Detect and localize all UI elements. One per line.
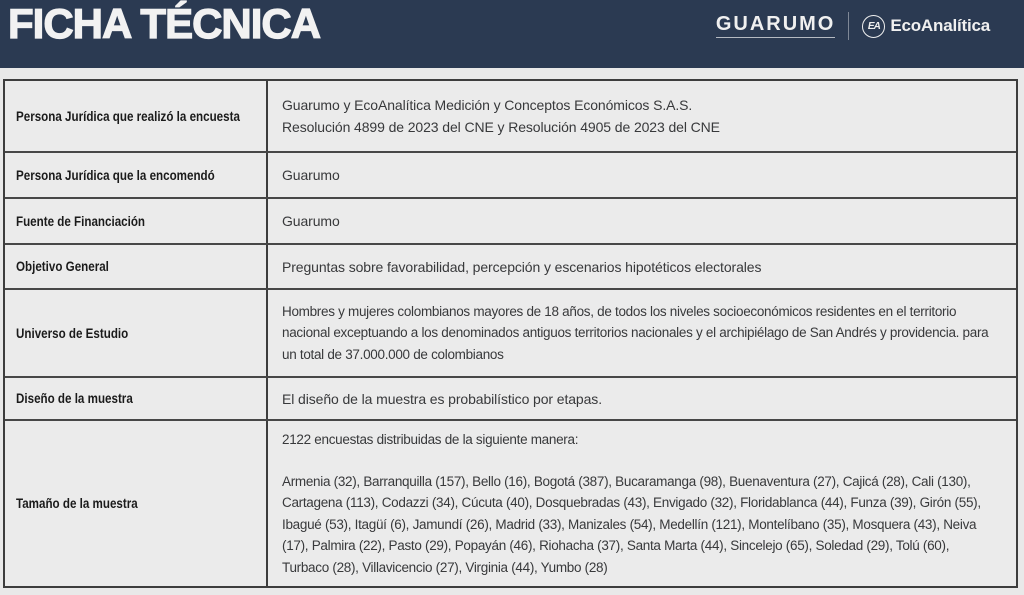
row-value <box>268 378 1016 419</box>
row-label <box>5 421 268 586</box>
table-row-realizo <box>5 81 1016 151</box>
row-label-text: Universo de Estudio <box>16 325 129 341</box>
row-value <box>268 199 1016 243</box>
row-value <box>268 290 1016 376</box>
value-line: El diseño de la muestra es probabilístico por etapas. <box>282 390 602 407</box>
row-label <box>5 81 268 151</box>
row-label-text: Tamaño de la muestra <box>16 496 138 511</box>
sample-intro: 2122 encuestas distribuidas de la siguiente manera: <box>282 432 579 447</box>
ecoanalitica-label: EcoAnalítica <box>890 16 990 35</box>
value-line: Resolución 4899 de 2023 del CNE y Resolución 4905 de 2023 del CNE <box>282 119 720 135</box>
sample-city-list: Armenia (32), Barranquilla (157), Bello (16), Bogotá (387), Bucaramanga (98), Buenaventura (27), Cajicá (28), Cali (130), Cartagena (113), Codazzi (34), Cúcuta (40), Dosquebradas (43), Envigado (32), Floridablanca (44), Funza (39), Girón (55), Ibagué (53), Itagüí (6), Jamundí (26), Madrid (33), Manizales (54), Medellín (121), Montelíbano (35), Mosquera (43), Neiva (17), Palmira (22), Pasto (29), Popayán (46), Riohacha (37), Santa Marta (44), Sincelejo (65), Soledad (29), Tolú (60), Turbaco (28), Villavicencio (27), Virginia (44), Yumbo (28) <box>282 473 981 575</box>
table-row-objetivo <box>5 243 1016 288</box>
row-label-text: Fuente de Financiación <box>16 213 146 229</box>
brand-bar <box>716 12 990 40</box>
table-row-tamano <box>5 419 1016 586</box>
value-line: Preguntas sobre favorabilidad, percepción y escenarios hipotéticos electorales <box>282 258 762 275</box>
value-line: Guarumo <box>282 213 340 229</box>
ficha-table <box>3 79 1018 588</box>
row-value <box>268 245 1016 288</box>
row-label <box>5 290 268 376</box>
row-label <box>5 153 268 197</box>
logo-divider <box>848 12 849 40</box>
value-line: Guarumo y EcoAnalítica Medición y Conceptos Económicos S.A.S. <box>282 97 693 113</box>
row-label <box>5 245 268 288</box>
ecoanalitica-icon: EA <box>862 15 885 38</box>
row-label-text: Objetivo General <box>16 259 109 274</box>
ecoanalitica-logo <box>862 15 990 38</box>
row-label <box>5 378 268 419</box>
row-label-text: Diseño de la muestra <box>16 391 133 406</box>
guarumo-logo: GUARUMO <box>716 14 836 38</box>
value-line: Guarumo <box>282 167 340 183</box>
row-label-text: Persona Jurídica que realizó la encuesta <box>16 108 240 124</box>
row-value <box>268 153 1016 197</box>
row-label-text: Persona Jurídica que la encomendó <box>16 167 215 183</box>
table-row-diseno <box>5 376 1016 419</box>
row-value <box>268 421 1016 586</box>
row-value <box>268 81 1016 151</box>
table-row-universo <box>5 288 1016 376</box>
table-row-encomendo <box>5 151 1016 197</box>
header-bar <box>0 0 1024 68</box>
table-row-financiacion <box>5 197 1016 243</box>
row-label <box>5 199 268 243</box>
page-title: FICHA TÉCNICA <box>8 0 321 47</box>
value-line: Hombres y mujeres colombianos mayores de 18 años, de todos los niveles socioeconómicos residentes en el territorio nacional exceptuando a los denominados antiguos territorios nacionales y el archipiélago de San Andrés y providencia. para un total de 37.000.000 de colombianos <box>282 303 989 362</box>
